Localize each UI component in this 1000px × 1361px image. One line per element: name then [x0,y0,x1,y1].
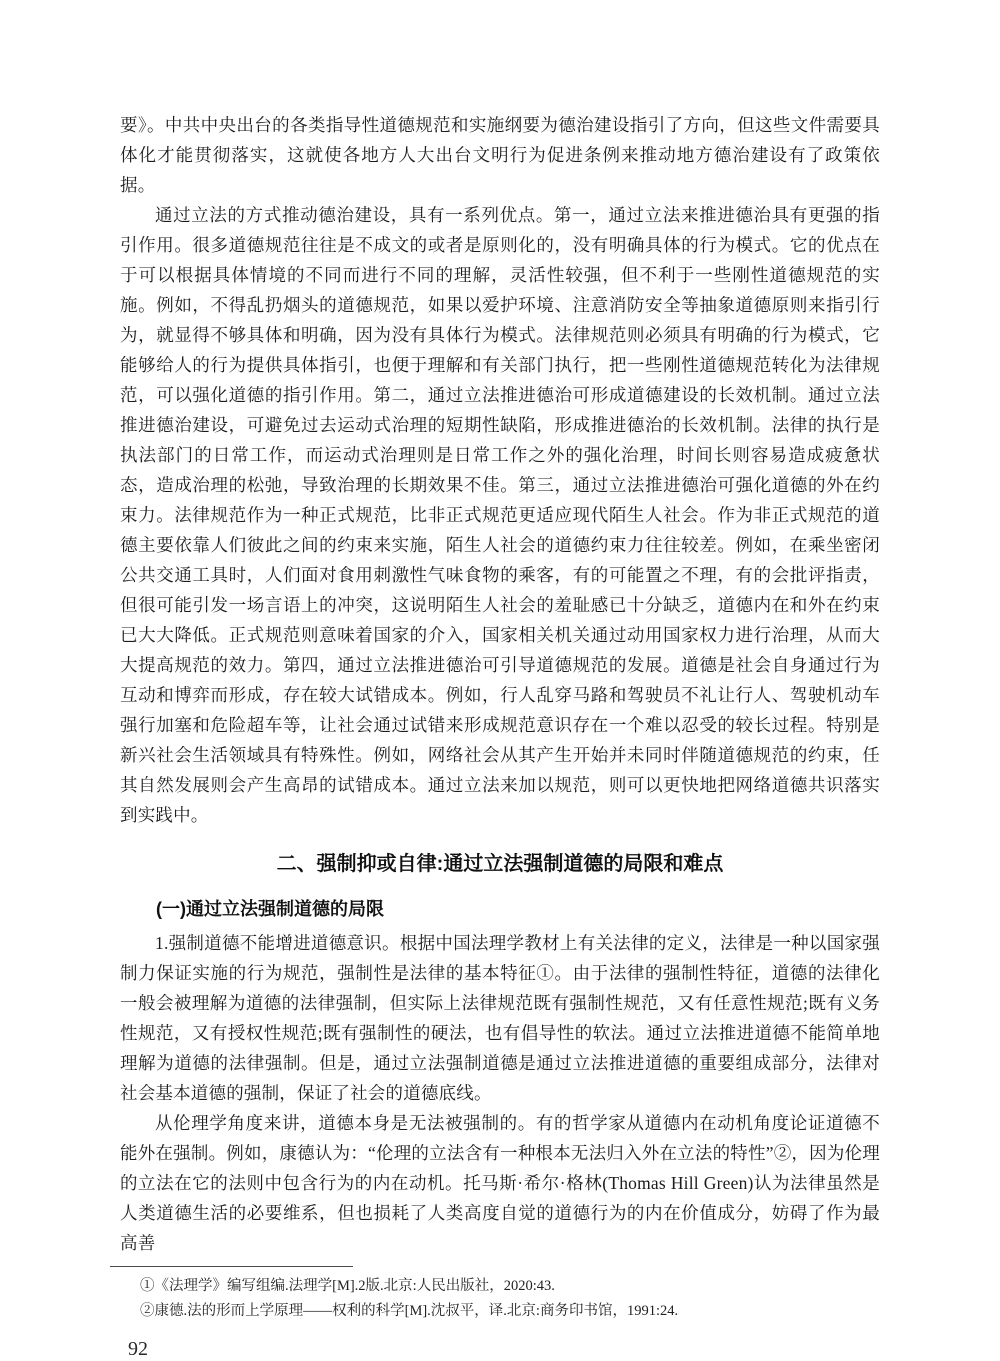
section-heading: 二、强制抑或自律:通过立法强制道德的局限和难点 [276,853,724,875]
footnote-area [120,1266,880,1324]
subsection-heading: (一)通过立法强制道德的局限 [156,899,384,919]
footnote-2: ②康德.法的形而上学原理——权利的科学[M].沈叔平，译.北京:商务印书馆，1991:24. [140,1303,679,1319]
document-page-body [120,110,880,1361]
page-number: 92 [128,1338,148,1360]
footnote-1: ①《法理学》编写组编.法理学[M].2版.北京:人民出版社，2020:43. [140,1278,555,1294]
paragraph-legislation-advantages: 通过立法的方式推动德治建设，具有一系列优点。第一，通过立法来推进德治具有更强的指引作用。很多道德规范往往是不成文的或者是原则化的，没有明确具体的行为模式。它的优点在于可以根据具体情境的不同而进行不同的理解，灵活性较强，但不利于一些刚性道德规范的实施。例如，不得乱扔烟头的道德规范，如果以爱护环境、注意消防安全等抽象道德原则来指引行为，就显得不够具体和明确，因为没有具体行为模式。法律规范则必须具有明确的行为模式，它能够给人的行为提供具体指引，也便于理解和有关部门执行，把一些刚性道德规范转化为法律规范，可以强化道德的指引作用。第二，通过立法推进德治可形成道德建设的长效机制。通过立法推进德治建设，可避免过去运动式治理的短期性缺陷，形成推进德治的长效机制。法律的执行是执法部门的日常工作，而运动式治理则是日常工作之外的强化治理，时间长则容易造成疲惫状态，造成治理的松弛，导致治理的长期效果不佳。第三，通过立法推进德治可强化道德的外在约束力。法律规范作为一种正式规范，比非正式规范更适应现代陌生人社会。作为非正式规范的道德主要依靠人们彼此之间的约束来实施，陌生人社会的道德约束力往往较差。例如，在乘坐密闭公共交通工具时，人们面对食用刺激性气味食物的乘客，有的可能置之不理，有的会批评指责，但很可能引发一场言语上的冲突，这说明陌生人社会的羞耻感已十分缺乏，道德内在和外在约束已大大降低。正式规范则意味着国家的介入，国家相关机关通过动用国家权力进行治理，从而大大提高规范的效力。第四，通过立法推进德治可引导道德规范的发展。道德是社会自身通过行为互动和博弈而形成，存在较大试错成本。例如，行人乱穿马路和驾驶员不礼让行人、驾驶机动车强行加塞和危险超车等，让社会通过试错来形成规范意识存在一个难以忍受的较长过程。特别是新兴社会生活领域具有特殊性。例如，网络社会从其产生开始并未同时伴随道德规范的约束，任其自然发展则会产生高昂的试错成本。通过立法来加以规范，则可以更快地把网络道德共识落实到实践中。 [120,205,880,825]
footnote-divider [110,1266,353,1267]
paragraph-ethics-perspective: 从伦理学角度来讲，道德本身是无法被强制的。有的哲学家从道德内在动机角度论证道德不能外在强制。例如，康德认为：“伦理的立法含有一种根本无法归入外在立法的特性”②，因为伦理的立法在它的法则中包含行为的内在动机。托马斯·希尔·格林(Thomas Hill Green)认为法律虽然是人类道德生活的必要维系，但也损耗了人类高度自觉的道德行为的内在价值成分，妨碍了作为最高善 [120,1113,880,1253]
paragraph-continuation: 要》。中共中央出台的各类指导性道德规范和实施纲要为德治建设指引了方向，但这些文件需要具体化才能贯彻落实，这就使各地方人大出台文明行为促进条例来推动地方德治建设有了政策依据。 [120,115,880,195]
paragraph-moral-coercion-limits: 1.强制道德不能增进道德意识。根据中国法理学教材上有关法律的定义，法律是一种以国家强制力保证实施的行为规范，强制性是法律的基本特征①。由于法律的强制性特征，道德的法律化一般会被理解为道德的法律强制，但实际上法律规范既有强制性规范，又有任意性规范;既有义务性规范，又有授权性规范;既有强制性的硬法，也有倡导性的软法。通过立法推进道德不能简单地理解为道德的法律强制。但是，通过立法强制道德是通过立法推进道德的重要组成部分，法律对社会基本道德的强制，保证了社会的道德底线。 [120,933,880,1103]
